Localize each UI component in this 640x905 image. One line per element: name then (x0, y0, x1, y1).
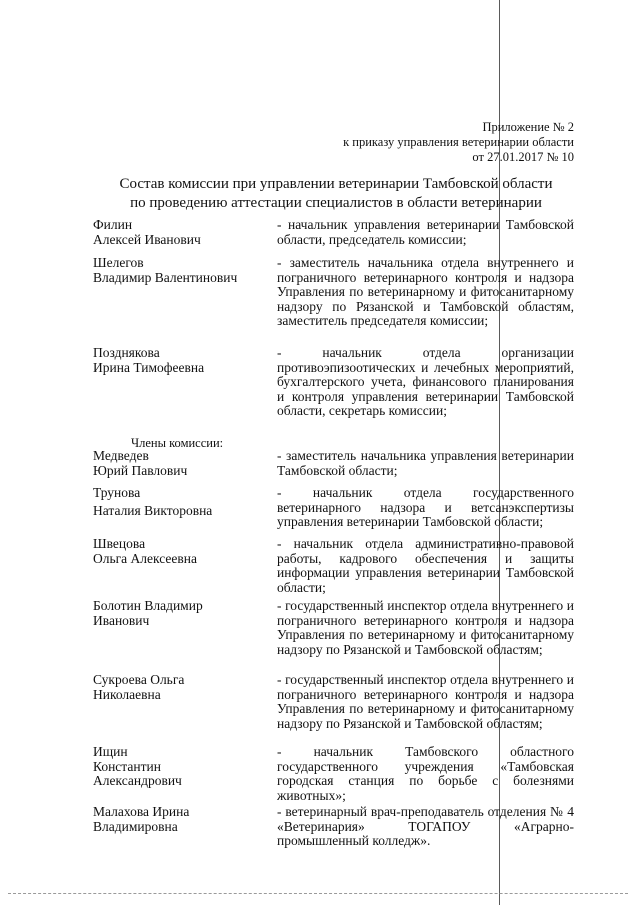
appendix-header (343, 120, 574, 165)
member-patronymic: Александрович (93, 773, 182, 788)
member-surname: Медведев (93, 448, 149, 463)
footer-scan-dashes (8, 893, 628, 895)
member-duty: - начальник Тамбовского областного государственного учреждения «Тамбовская городская станция по борьбе с болезнями животных»; (277, 744, 574, 803)
member-given-names: Ирина Тимофеевна (93, 359, 205, 375)
member-name (93, 256, 273, 285)
members-heading: Члены комиссии: (131, 436, 224, 450)
member-given-names: Наталия Викторовна (93, 502, 213, 518)
member-duty: - государственный инспектор отдела внутреннего и пограничного ветеринарного контроля и надзора Управления по ветеринарному и фитосанитарному надзору по Рязанской и Тамбовской областям; (277, 598, 574, 657)
member-given-names: Иванович (93, 612, 150, 628)
member-name (93, 745, 273, 789)
member-surname: Малахова Ирина (93, 804, 190, 819)
member-duty: - начальник управления ветеринарии Тамбовской области, председатель комиссии; (277, 217, 574, 247)
member-surname: Шелегов (93, 255, 144, 270)
member-given-names: Юрий Павлович (93, 462, 188, 478)
appendix-number: Приложение № 2 (482, 120, 574, 134)
member-surname: Болотин Владимир (93, 598, 203, 613)
appendix-order-ref: к приказу управления ветеринарии области (343, 135, 574, 149)
member-name (93, 673, 273, 702)
member-name (93, 599, 273, 628)
member-name (93, 805, 273, 834)
member-duty: - государственный инспектор отдела внутреннего и пограничного ветеринарного контроля и надзора Управления по ветеринарному и фитосанитарному надзору по Рязанской и Тамбовской областям; (277, 672, 574, 731)
member-duty: - заместитель начальника управления ветеринарии Тамбовской области; (277, 448, 574, 478)
member-duty: - ветеринарный врач-преподаватель отделения № 4 «Ветеринария» ТОГАПОУ «Аграрно-промышленный колледж». (277, 804, 574, 848)
member-surname: Филин (93, 217, 133, 232)
member-surname: Ищин (93, 744, 128, 759)
member-given-names: Владимировна (93, 818, 178, 834)
member-given-names: Константин (93, 758, 161, 774)
member-surname: Швецова (93, 536, 146, 551)
member-name (93, 449, 273, 478)
member-given-names: Николаевна (93, 686, 161, 702)
member-duty: - заместитель начальника отдела внутреннего и пограничного ветеринарного контроля и надзора Управления по ветеринарному и фитосанитарному надзору по Рязанской и Тамбовской областям, заместитель председателя комиссии; (277, 255, 574, 328)
member-name (93, 486, 273, 518)
member-surname: Трунова (93, 485, 141, 500)
member-given-names: Ольга Алексеевна (93, 550, 197, 566)
member-name (93, 218, 273, 247)
document-title (96, 175, 576, 213)
member-given-names: Владимир Валентинович (93, 269, 238, 285)
member-given-names: Алексей Иванович (93, 231, 201, 247)
member-duty: - начальник отдела организации противоэпизоотических и лечебных мероприятий, бухгалтерского учета, финансового планирования и контроля управления ветеринарии Тамбовской области, секретарь комиссии; (277, 345, 574, 418)
member-name (93, 346, 273, 375)
member-duty: - начальник отдела государственного ветеринарного надзора и ветсанэкспертизы управления ветеринарии Тамбовской области; (277, 485, 574, 529)
member-name (93, 537, 273, 566)
member-duty: - начальник отдела административно-правовой работы, кадрового обеспечения и защиты информации управления ветеринарии Тамбовской области; (277, 536, 574, 595)
appendix-order-date: от 27.01.2017 № 10 (472, 150, 574, 164)
member-surname: Сукроева Ольга (93, 672, 185, 687)
title-line-1: Состав комиссии при управлении ветеринарии Тамбовской области (119, 176, 553, 192)
member-surname: Позднякова (93, 345, 160, 360)
title-line-2: по проведению аттестации специалистов в области ветеринарии (130, 195, 542, 211)
